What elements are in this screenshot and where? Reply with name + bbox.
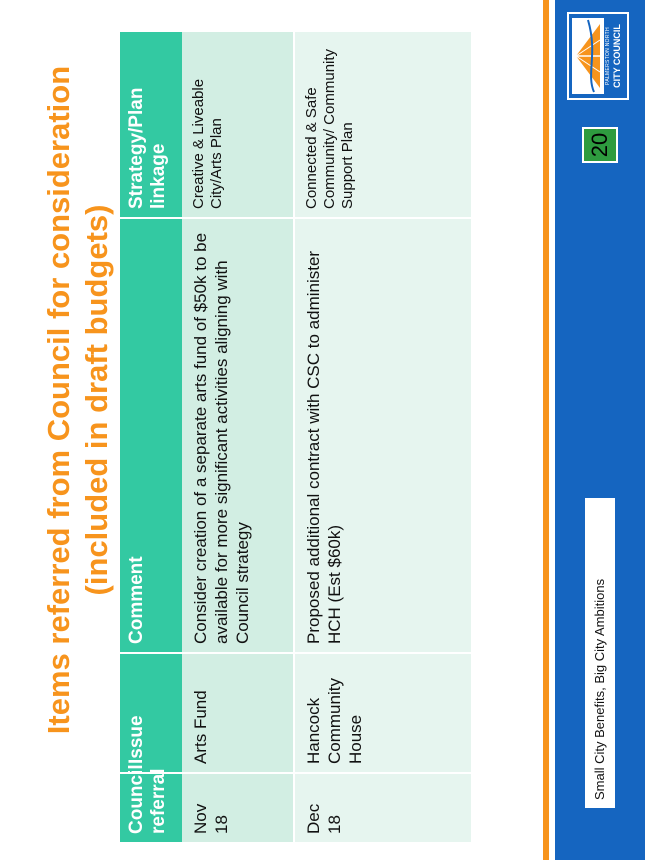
- header-issue: Issue: [120, 653, 182, 773]
- logo-small-text: PALMERSTON NORTH: [605, 27, 611, 85]
- table-row: [182, 31, 294, 843]
- cell-issue: Arts Fund: [182, 653, 294, 773]
- logo-big-text: CITY COUNCIL: [612, 24, 622, 88]
- title-line-1: Items referred from Council for consideration: [41, 65, 76, 735]
- cell-referral: Nov 18: [182, 773, 294, 843]
- council-logo: [567, 12, 629, 100]
- title-line-2: (included in draft budgets): [79, 204, 114, 596]
- cell-strategy: Connected & Safe Community/ Community Support Plan: [294, 31, 471, 218]
- table-row: [294, 31, 471, 843]
- header-strategy: Strategy/Plan linkage: [120, 31, 182, 218]
- logo-mark-icon: [572, 18, 604, 94]
- cell-referral: Dec 18: [294, 773, 471, 843]
- orange-divider: [543, 0, 549, 860]
- referral-table: [120, 30, 471, 844]
- table-header-row: [120, 31, 182, 843]
- cell-comment: Consider creation of a separate arts fund of $50k to be available for more significant activities aligning with Council strategy: [182, 218, 294, 653]
- header-comment: Comment: [120, 218, 182, 653]
- page-number: 20: [582, 127, 618, 163]
- footer-tagline: Small City Benefits, Big City Ambitions: [585, 498, 615, 808]
- cell-comment: Proposed additional contract with CSC to administer HCH (Est $60k): [294, 218, 471, 653]
- cell-strategy: Creative & Liveable City/Arts Plan: [182, 31, 294, 218]
- header-council-referral: Council referral: [120, 773, 182, 843]
- page-title: [40, 10, 116, 790]
- cell-issue: Hancock Community House: [294, 653, 471, 773]
